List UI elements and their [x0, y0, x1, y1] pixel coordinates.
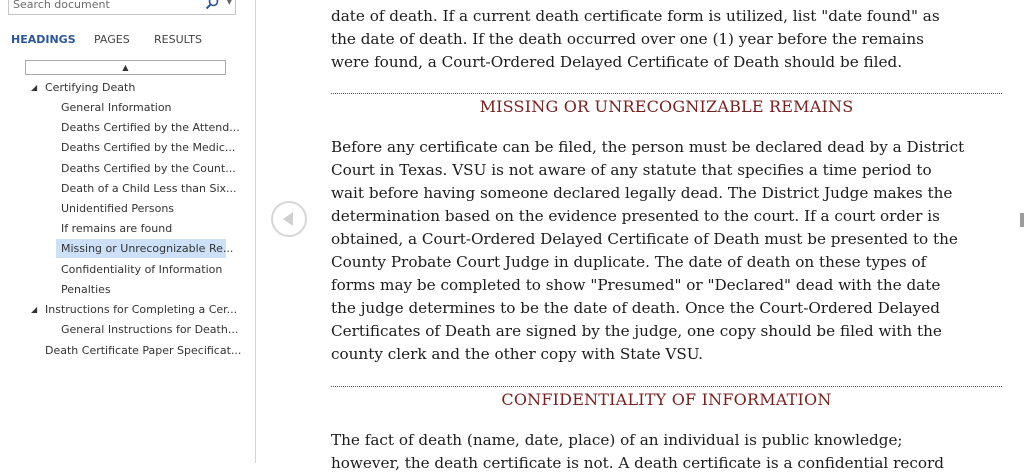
- section-heading-missing-remains: MISSING OR UNRECOGNIZABLE REMAINS: [479, 97, 854, 116]
- previous-page-arrow-icon[interactable]: [271, 201, 307, 237]
- heading-general-instructions[interactable]: General Instructions for Death...: [61, 323, 239, 336]
- heading-confidentiality[interactable]: Confidentiality of Information: [61, 263, 223, 276]
- navigation-pane: [0, 0, 256, 463]
- section-divider: [331, 386, 1002, 387]
- heading-death-of-child[interactable]: Death of a Child Less than Six...: [61, 182, 237, 195]
- collapse-headings-bar[interactable]: ▲: [25, 60, 226, 75]
- tab-pages[interactable]: PAGES: [94, 33, 130, 46]
- heading-instructions-completing[interactable]: Instructions for Completing a Cer...: [45, 303, 238, 316]
- tab-results[interactable]: RESULTS: [154, 33, 202, 46]
- heading-paper-specifications[interactable]: Death Certificate Paper Specificat...: [45, 344, 242, 357]
- search-input[interactable]: [13, 0, 203, 12]
- heading-deaths-certified-county[interactable]: Deaths Certified by the Count...: [61, 162, 236, 175]
- tab-headings[interactable]: HEADINGS: [11, 33, 76, 46]
- heading-if-remains-found[interactable]: If remains are found: [61, 222, 173, 235]
- heading-deaths-certified-attending[interactable]: Deaths Certified by the Attend...: [61, 121, 240, 134]
- heading-deaths-certified-medical[interactable]: Deaths Certified by the Medic...: [61, 141, 236, 154]
- search-icon[interactable]: [205, 0, 219, 10]
- heading-general-information[interactable]: General Information: [61, 101, 172, 114]
- section-heading-confidentiality: CONFIDENTIALITY OF INFORMATION: [501, 390, 832, 409]
- search-options-dropdown-icon[interactable]: ▼: [226, 0, 232, 6]
- search-box[interactable]: [8, 0, 236, 15]
- section-divider: [331, 93, 1002, 94]
- document-paragraph: Before any certificate can be filed, the person must be declared dead by a District Court in Texas. VSU is not aware of any statute that specifies a time period to wait before having someone declared legally dead. The District Judge makes the determination based on the evidence presented to the court. If a court order is obtained, a Court-Ordered Delayed Certificate of Death must be presented to the County Probate Court Judge in duplicate. The date of death on these types of forms may be completed to show "Presumed" or "Declared" dead with the date the judge determines to be the date of death. Once the Court-Ordered Delayed Certificates of Death are signed by the judge, one copy should be filed with the county clerk and the other copy with State VSU.: [331, 138, 965, 363]
- document-paragraph: date of death. If a current death certificate form is utilized, list "date found" as the date of death. If the death occurred over one (1) year before the remains were found, a Court-Ordered Delayed Certificate of Death should be filed.: [331, 7, 940, 71]
- document-paragraph: The fact of death (name, date, place) of an individual is public knowledge; however, the death certificate is not. A death certificate is a confidential record: [331, 431, 944, 472]
- heading-missing-remains[interactable]: Missing or Unrecognizable Re...: [56, 239, 226, 258]
- scrollbar-edge[interactable]: [1020, 213, 1024, 227]
- heading-certifying-death[interactable]: Certifying Death: [45, 81, 136, 94]
- collapse-caret-icon[interactable]: ◢: [31, 305, 38, 314]
- collapse-caret-icon[interactable]: ◢: [31, 83, 38, 92]
- heading-unidentified-persons[interactable]: Unidentified Persons: [61, 202, 175, 215]
- heading-penalties[interactable]: Penalties: [61, 283, 111, 296]
